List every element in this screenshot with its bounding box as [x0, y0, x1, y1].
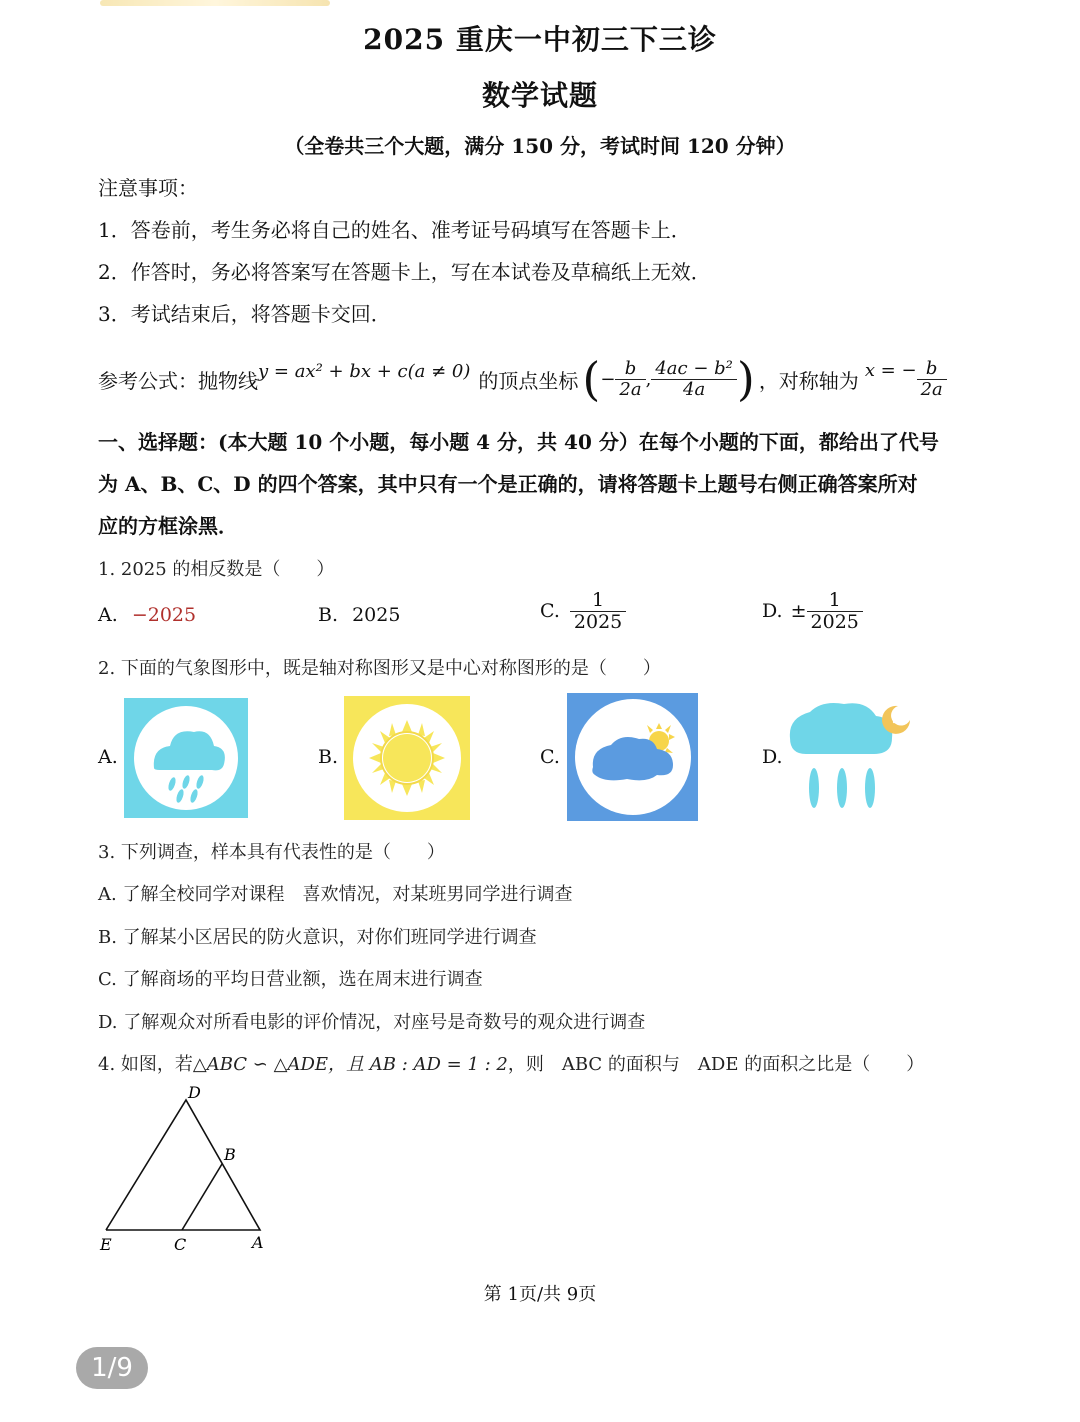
top-edge-decoration: [100, 0, 330, 6]
formula-prefix: 参考公式：抛物线: [98, 368, 258, 393]
q2-label-d: D.: [762, 746, 783, 768]
triangle-figure: [96, 1082, 276, 1258]
notice-item: 1．答卷前，考生务必将自己的姓名、准考证号码填写在答题卡上．: [98, 218, 691, 242]
section-instruction-line: 应的方框涂黑．: [98, 514, 238, 538]
rain-cloud-icon: [124, 698, 248, 818]
question-3-stem: 3. 下列调查，样本具有代表性的是（ ）: [98, 842, 445, 863]
night-rain-icon: [786, 698, 916, 816]
reference-formula: 参考公式：抛物线 y = ax² + bx + c(a ≠ 0) 的顶点坐标 ( − $\frac{b}{2a}$ , $\frac{\text{4ac − b²}}{4a}$ ) ，对称轴为 x = − $\frac{b}{2a}$: [98, 344, 947, 414]
page-footer: 第 1页/共 9页: [483, 1284, 597, 1305]
q3-option-b: B. 了解某小区居民的防火意识，对你们班同学进行调查: [98, 927, 537, 948]
q2-label-c: C.: [540, 746, 560, 768]
question-4-stem: 4. 如图，若△ABC ∽ △ADE，且 AB : AD = 1 : 2，则 ABC 的面积与 ADE 的面积之比是（ ）: [98, 1054, 925, 1075]
q1-option-b: B. 2025: [318, 604, 401, 626]
question-1-stem: 1. 2025 的相反数是（ ）: [98, 559, 335, 580]
sun-icon: [344, 696, 470, 820]
vertex-label: 的顶点坐标: [478, 368, 579, 393]
page-indicator[interactable]: 1/9: [76, 1347, 148, 1389]
axis-label: ，对称轴为: [758, 368, 859, 393]
axis-fraction: $\frac{b}{2a}$: [917, 359, 947, 400]
exam-meta: （全卷共三个大题，满分 150 分，考试时间 120 分钟）: [284, 134, 796, 158]
exam-subtitle: 数学试题: [481, 79, 598, 112]
question-2-stem: 2. 下面的气象图形中，既是轴对称图形又是中心对称图形的是（ ）: [98, 658, 661, 679]
parabola-equation: y = ax² + bx + c(a ≠ 0): [258, 360, 471, 382]
notice-item: 3．考试结束后，将答题卡交回．: [98, 302, 391, 326]
axis-lhs: x = −: [864, 359, 917, 381]
notice-item: 2．作答时，务必将答案写在答题卡上，写在本试卷及草稿纸上无效．: [98, 260, 711, 284]
q2-label-b: B.: [318, 746, 339, 768]
point-label-b: B: [224, 1145, 236, 1164]
point-label-a: A: [252, 1233, 264, 1252]
section-instruction-line: 一、选择题：(本大题 10 个小题，每小题 4 分，共 40 分）在每个小题的下面，都给出了代号: [98, 430, 939, 454]
paren-left: (: [582, 352, 601, 406]
point-label-d: D: [188, 1083, 201, 1102]
q3-option-c: C. 了解商场的平均日营业额，选在周末进行调查: [98, 969, 483, 990]
q1-option-c: C. $\frac{1}{2025}$: [540, 590, 626, 633]
exam-title: 2025 重庆一中初三下三诊: [363, 23, 717, 56]
vertex-y-fraction: $\frac{\text{4ac − b²}}{4a}$: [651, 359, 737, 400]
point-label-e: E: [100, 1235, 112, 1254]
q1-option-a: A. −2025: [98, 604, 197, 626]
notice-heading: 注意事项：: [98, 176, 198, 200]
point-label-c: C: [174, 1235, 187, 1254]
q2-label-a: A.: [98, 746, 118, 768]
q3-option-d: D. 了解观众对所看电影的评价情况，对座号是奇数号的观众进行调查: [98, 1012, 646, 1033]
q1-option-d: D. ± $\frac{1}{2025}$: [762, 590, 863, 633]
q3-option-a: A. 了解全校同学对课程 喜欢情况，对某班男同学进行调查: [98, 884, 573, 905]
paren-right: ): [736, 352, 755, 406]
vertex-x-fraction: $\frac{b}{2a}$: [615, 359, 645, 400]
partly-cloudy-icon: [567, 693, 698, 821]
section-instruction-line: 为 A、B、C、D 的四个答案，其中只有一个是正确的，请将答题卡上题号右侧正确答案所对: [98, 472, 918, 496]
